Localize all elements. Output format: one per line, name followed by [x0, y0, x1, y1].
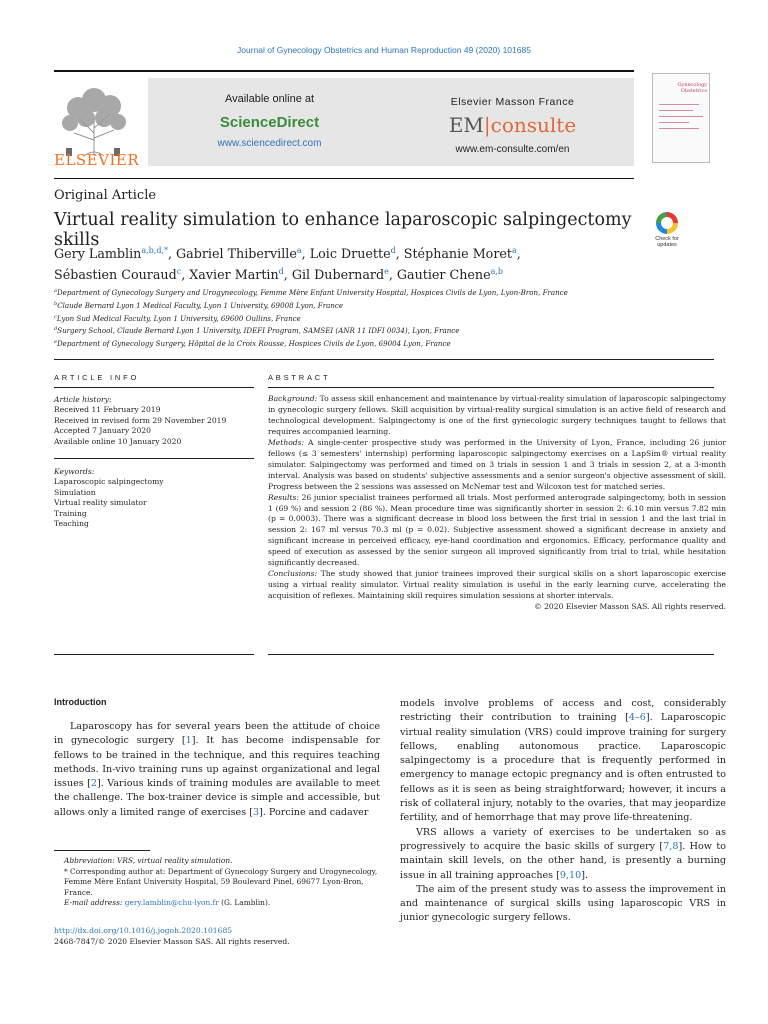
citation-link[interactable]: 9,10 [559, 869, 582, 881]
email-link[interactable]: gery.lamblin@chu-lyon.fr [124, 898, 219, 908]
body-right-column [400, 697, 726, 926]
masthead [54, 70, 714, 180]
author-affiliation-marker[interactable]: a,b,d,* [141, 246, 168, 255]
body-text: ]. How to maintain skill levels, on the other hand, is presently a burning issue in all training approaches [ [400, 840, 726, 881]
affiliation-marker: a [54, 288, 57, 294]
author-line [54, 242, 654, 263]
author-name[interactable]: , Gabriel Thiberville [167, 246, 297, 261]
keywords [54, 467, 254, 529]
abstract-copyright: © 2020 Elsevier Masson SAS. All rights reserved. [534, 602, 726, 612]
elsevier-masson-text: Elsevier Masson France [450, 96, 575, 108]
history-item: Received 11 February 2019 [54, 405, 161, 415]
citation-link[interactable]: 7,8 [663, 840, 679, 852]
citation-link[interactable]: 1 [185, 735, 192, 747]
abstract-heading: ABSTRACT [268, 373, 331, 382]
history-item: Available online 10 January 2020 [54, 436, 182, 446]
abstract-rule [268, 387, 714, 388]
affiliation-item [54, 312, 674, 325]
author-name[interactable]: , Gil Dubernard [283, 267, 385, 282]
affiliation-text: Claude Bernard Lyon 1 Medical Faculty, Lyon 1 University, 69008 Lyon, France [57, 300, 344, 310]
history-item: Accepted 7 January 2020 [54, 426, 151, 436]
keyword-item: Training [54, 508, 87, 518]
affiliation-item [54, 299, 674, 312]
affiliation-marker: c [54, 313, 57, 320]
body-left-column [54, 720, 380, 820]
elsevier-wordmark: ELSEVIER [54, 151, 140, 169]
consulte-part: consulte [490, 113, 577, 137]
background-label: Background: [268, 394, 318, 403]
keywords-label: Keywords: [54, 467, 95, 476]
sciencedirect-logo: ScienceDirect [219, 114, 320, 131]
author-affiliation-marker[interactable]: a,b [490, 267, 504, 276]
body-paragraph: The aim of the present study was to assess the improvement in and maintenance of surgical skills using laparoscopic VRS in junior gynecologic surgery fellows. [400, 883, 726, 924]
issn-copyright: 2468-7847/© 2020 Elsevier Masson SAS. All rights reserved. [54, 937, 290, 946]
results-label: Results: [268, 492, 299, 502]
doi-link[interactable]: http://dx.doi.org/10.1016/j.jogoh.2020.101685 [54, 926, 233, 935]
masthead-bottom-rule [54, 178, 634, 179]
keyword-item: Simulation [54, 487, 96, 497]
section-rule [54, 359, 714, 360]
body-text: VRS allows a variety of exercises to be undertaken so as progressively to acquire the basic skills of surgery [ [400, 826, 726, 852]
author-affiliation-marker[interactable]: a [296, 246, 302, 255]
history-label: Article history: [54, 395, 112, 404]
affiliation-item [54, 324, 674, 337]
keyword-item: Laparoscopic salpingectomy [54, 477, 164, 487]
article-info-bottom-rule [54, 654, 254, 655]
email-footnote [54, 898, 384, 909]
author-list [54, 242, 654, 284]
email-label: E-mail address: [64, 898, 123, 908]
history-item: Received in revised form 29 November 2019 [54, 415, 227, 425]
methods-label: Methods: [268, 437, 305, 447]
body-text: ]. Various kinds of training modules are available to meet the challenge. The box-trainer device is simple and accessible, but allows only a limited range of exercises [ [54, 778, 380, 818]
citation-link[interactable]: 3 [252, 806, 260, 818]
body-text: ]. Porcine and cadaver [259, 806, 369, 818]
emconsulte-logo [391, 113, 634, 137]
cover-line [659, 122, 689, 123]
author-name[interactable]: , Stéphanie Moret [395, 246, 512, 261]
affiliation-item [54, 286, 674, 299]
emconsulte-link[interactable]: www.em-consulte.com/en [455, 144, 570, 155]
citation-link[interactable]: 2 [90, 778, 98, 790]
conclusions-text: The study showed that junior trainees improved their surgical skills on a short laparoscopic exercise using a virtual reality simulator. Virtual reality simulation is useful in the early learning curve, accelerating the acquisition of reflexes. Maintaining skill requires simulation sessions at shorter intervals. [268, 569, 726, 601]
article-history [54, 395, 254, 447]
em-divider: | [483, 113, 491, 137]
footnotes [54, 856, 384, 909]
author-affiliation-marker[interactable]: a [512, 246, 517, 255]
body-paragraph [400, 826, 726, 883]
keyword-item: Teaching [54, 519, 89, 529]
article-info-divider [54, 458, 254, 459]
corresponding-author-footnote: * Corresponding author at: Department of Gynecology Surgery and Urogynecology, Femme Mère Enfant University Hospital, 59 Boulevard Pinel, 69677 Lyon-Bron, France. [64, 866, 378, 897]
body-text: ]. Laparoscopic virtual reality simulation (VRS) could improve training for surgery fellows, enabling autonomous practice. Laparoscopic salpingectomy is a procedure that is frequently performed in emergency to manage ectopic pregnancy and is often entrusted to fellows as it is seen as being straightforward; however, it incurs a risk of collateral injury, notably to the ovaries, that may jeopardize fertility, and of hemorrhage that may prove life-threatening. [400, 712, 726, 824]
results-text: 26 junior specialist trainees performed all trials. Most performed anterograde salpingectomy, both in session 1 (69 %) and session 2 (86 %). Mean procedure time was significantly shorter in session 2: 6.10 min versus 7.82 min (p = 0.0003). There was a significant decrease in blood loss between the first trial in session 1 and the last trial in session 2: 167 ml versus 70.3 ml (p = 0.02). Subjective assessment showed a significant decrease in anxiety and significant increase in perceived efficacy, eye-hand coordination and ergonomics. Efficacy, performance quality and speed of execution as assessed by the senior surgeon all improved significantly from trial to trial, while hesitation significantly decreased. [268, 492, 726, 568]
introduction-heading: Introduction [54, 697, 107, 707]
abstract-body [268, 394, 726, 613]
author-name[interactable]: Sébastien Couraud [54, 267, 177, 282]
article-info-heading: ARTICLE INFO [54, 373, 140, 382]
check-label-line: Check for [655, 236, 679, 242]
online-banner [148, 78, 634, 166]
affiliation-marker: e [54, 339, 57, 346]
masthead-top-rule [54, 70, 634, 72]
affiliation-marker: b [54, 300, 58, 307]
email-suffix: (G. Lamblin). [218, 898, 271, 908]
check-label-line: updates [657, 242, 677, 248]
author-line [54, 263, 654, 284]
article-title: Virtual reality simulation to enhance laparoscopic salpingectomy skills [54, 210, 632, 250]
crossmark-icon [656, 212, 678, 234]
article-info-rule [54, 387, 254, 388]
body-text: ]. [581, 869, 589, 881]
author-separator: , [516, 246, 521, 261]
cover-line [659, 116, 703, 117]
keyword-item: Virtual reality simulator [54, 498, 147, 508]
citation-link[interactable]: 4–6 [628, 712, 646, 724]
author-affiliation-marker[interactable]: e [384, 267, 389, 276]
article-type: Original Article [54, 188, 157, 203]
cover-title: Gynecology Obstetrics [677, 82, 707, 94]
author-name[interactable]: , Gautier Chene [388, 267, 491, 282]
emconsulte-panel [391, 78, 634, 166]
affiliation-item [54, 337, 674, 350]
body-paragraph [54, 720, 380, 820]
body-text: ]. It has become indispensable for fellows to be trained in the technique, and this requires teaching methods. In-vivo training runs up against organizational and legal issues [ [54, 735, 380, 790]
sciencedirect-link[interactable]: www.sciencedirect.com [217, 138, 322, 149]
footnote-rule [54, 850, 150, 851]
affiliation-list [54, 286, 674, 350]
cover-line [659, 128, 699, 129]
em-part: EM [448, 113, 484, 137]
journal-cover-thumbnail[interactable] [652, 73, 710, 163]
author-affiliation-marker[interactable]: d [278, 267, 284, 276]
body-text: models involve problems of access and cost, considerably restricting their contribution to training [ [400, 698, 726, 724]
journal-citation-link[interactable]: Journal of Gynecology Obstetrics and Human Reproduction 49 (2020) 101685 [237, 45, 531, 55]
conclusions-label: Conclusions: [268, 569, 318, 579]
affiliation-text: Department of Gynecology Surgery, Hôpital de la Croix Rousse, Hospices Civils de Lyon, 69004 Lyon, France [56, 339, 451, 349]
author-affiliation-marker[interactable]: c [176, 267, 182, 276]
affiliation-marker: d [54, 326, 58, 333]
background-text: To assess skill enhancement and maintenance by virtual-reality simulation of laparoscopic salpingectomy in gynecologic surgery fellows. Skill acquisition by virtual-reality surgical simulation is an active field of research and technological development. Salpingectomy is one of the first gynecologic surgery techniques taught to fellows that requires accompanied learning. [268, 394, 726, 436]
sciencedirect-panel [148, 78, 391, 166]
author-name[interactable]: , Loic Druette [301, 246, 391, 261]
cover-line [659, 110, 693, 111]
abstract-bottom-rule [268, 654, 714, 655]
author-name[interactable]: Gery Lamblin [54, 246, 142, 261]
abbreviation-footnote: Abbreviation: VRS, virtual reality simulation. [64, 856, 233, 865]
author-name[interactable]: , Xavier Martin [181, 267, 279, 282]
body-text: Laparoscopy has for several years been the attitude of choice in gynecologic surgery [ [54, 721, 380, 747]
affiliation-text: Department of Gynecology Surgery and Urogynecology, Femme Mère Enfant University Hospital, Hospices Civils de Lyon, Lyon-Bron, France [56, 288, 568, 297]
affiliation-text: Surgery School, Claude Bernard Lyon 1 University, IDEFI Program, SAMSEI (ANR 11 IDFI 0034), Lyon, France [57, 326, 460, 336]
affiliation-text: Lyon Sud Medical Faculty, Lyon 1 University, 69600 Oullins, France [56, 313, 301, 323]
cover-line [659, 104, 699, 105]
author-affiliation-marker[interactable]: d [390, 246, 396, 255]
available-online-text: Available online at [224, 93, 315, 105]
body-paragraph [400, 697, 726, 826]
methods-text: A single-center prospective study was performed in the University of Lyon, France, including 26 junior fellows (≤ 3 semesters' internship) performing laparoscopic salpingectomy exercises on a LapSim® virtual reality simulator. Salpingectomy was performed and timed on 3 trials in session 1 and 3 trials in session 2, at a 3-month interval. Analysis was based on students' subjective assessments and a senior surgeon's objective assessment of skill. Progress between the 2 sessions was assessed on McNemar test and Wilcoxon test for matched series. [268, 437, 726, 491]
